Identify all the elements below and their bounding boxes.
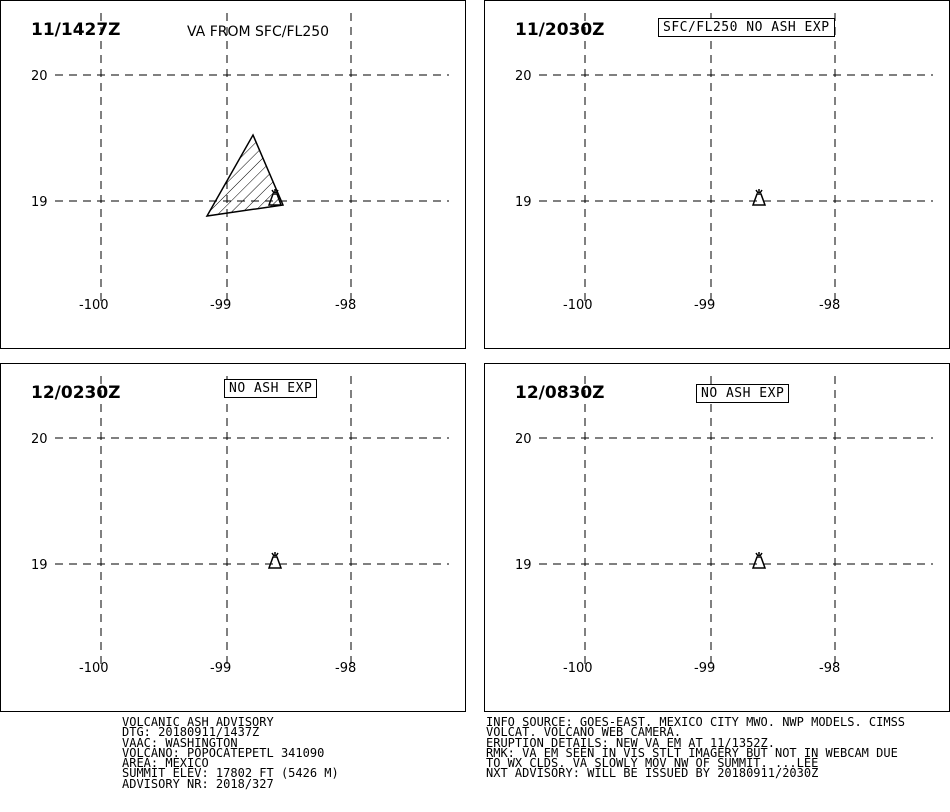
forecast-title: VA FROM SFC/FL250	[187, 24, 330, 40]
lon-label-100: -100	[79, 661, 109, 676]
map-panel-4	[484, 363, 950, 712]
lon-label-99: -99	[210, 661, 232, 676]
lat-label-20: 20	[515, 432, 532, 447]
advisory-line: ADVISORY NR: 2018/327	[122, 776, 274, 791]
lon-label-99: -99	[210, 298, 232, 313]
lon-label-99: -99	[694, 661, 716, 676]
advisory-line: SUMMIT ELEV: 17802 FT (5426 M)	[122, 766, 339, 781]
map-panel-2	[484, 0, 950, 349]
lat-label-19: 19	[515, 558, 532, 573]
advisory-header-block	[122, 717, 339, 789]
lat-label-19: 19	[31, 195, 48, 210]
advisory-line: VOLCAT. VOLCANO WEB CAMERA.	[486, 725, 682, 740]
advisory-line: ERUPTION DETAILS: NEW VA EM AT 11/1352Z.	[486, 735, 775, 750]
map-panel-1	[0, 0, 466, 349]
advisory-line: INFO SOURCE: GOES-EAST. MEXICO CITY MWO. NWP MODELS. CIMSS	[486, 715, 906, 729]
graticule	[55, 376, 449, 664]
advisory-line: VAAC: WASHINGTON	[122, 735, 238, 750]
volcano-icon	[753, 552, 765, 568]
map-canvas-4	[485, 364, 950, 713]
advisory-line: DTG: 20180911/1437Z	[122, 725, 260, 740]
time-label: 11/1427Z	[31, 20, 121, 40]
map-canvas-2	[485, 1, 950, 350]
volcano-icon	[269, 552, 281, 568]
advisory-details-block	[486, 717, 905, 779]
lon-label-100: -100	[563, 298, 593, 313]
lon-label-98: -98	[819, 661, 841, 676]
lat-label-19: 19	[515, 195, 532, 210]
time-label: 12/0230Z	[31, 383, 121, 403]
advisory-line: RMK: VA EM SEEN IN VIS STLT IMAGERY BUT NOT IN WEBCAM DUE	[486, 745, 898, 760]
map-panel-3	[0, 363, 466, 712]
lat-label-19: 19	[31, 558, 48, 573]
lon-label-98: -98	[335, 661, 357, 676]
advisory-line: VOLCANIC ASH ADVISORY	[122, 715, 274, 729]
lon-label-100: -100	[79, 298, 109, 313]
graticule	[539, 13, 933, 301]
ash-area-polygon	[207, 135, 283, 216]
time-label: 11/2030Z	[515, 20, 605, 40]
forecast-title: NO ASH EXP	[224, 379, 317, 398]
advisory-line: VOLCANO: POPOCATEPETL 341090	[122, 745, 325, 760]
graticule	[539, 376, 933, 664]
lat-label-20: 20	[515, 69, 532, 84]
lat-label-20: 20	[31, 432, 48, 447]
time-label: 12/0830Z	[515, 383, 605, 403]
lon-label-98: -98	[819, 298, 841, 313]
lat-label-20: 20	[31, 69, 48, 84]
advisory-line: AREA: MEXICO	[122, 756, 209, 771]
advisory-line: TO WX CLDS. VA SLOWLY MOV NW OF SUMMIT. ...LEE	[486, 756, 819, 771]
lon-label-99: -99	[694, 298, 716, 313]
forecast-title: SFC/FL250 NO ASH EXP	[658, 18, 835, 37]
volcano-icon	[753, 189, 765, 205]
map-canvas-1	[1, 1, 467, 350]
lon-label-98: -98	[335, 298, 357, 313]
lon-label-100: -100	[563, 661, 593, 676]
forecast-title: NO ASH EXP	[696, 384, 789, 403]
advisory-line: NXT ADVISORY: WILL BE ISSUED BY 20180911/2030Z	[486, 766, 819, 781]
map-canvas-3	[1, 364, 467, 713]
